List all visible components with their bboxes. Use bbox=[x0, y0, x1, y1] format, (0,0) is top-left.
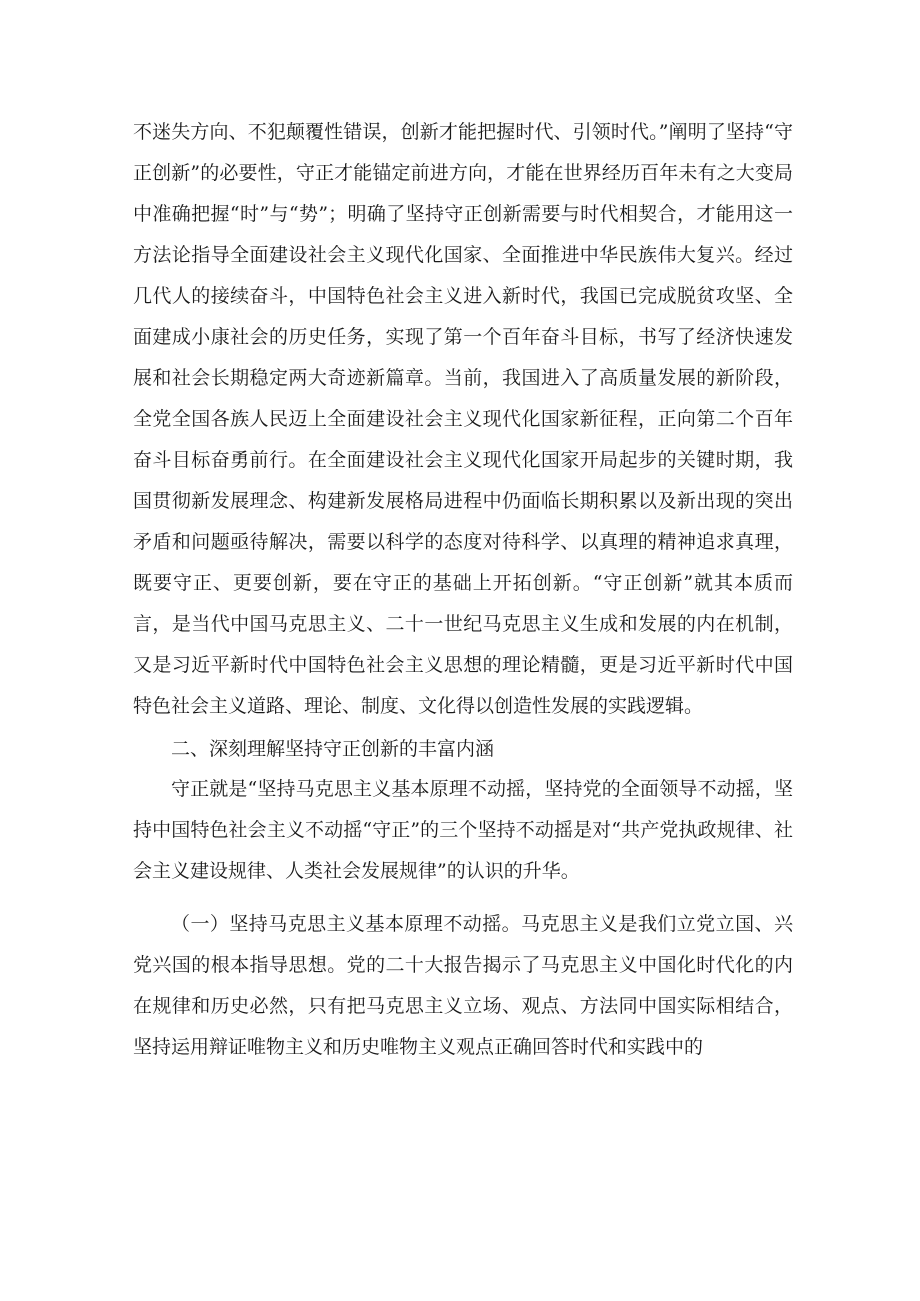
body-paragraph: 守正就是“坚持马克思主义基本原理不动摇，坚持党的全面领导不动摇，坚持中国特色社会主义不动摇“守正”的三个坚持不动摇是对“共产党执政规律、社会主义建设规律、人类社会发展规律”的认识的升华。 bbox=[133, 778, 793, 882]
document-page bbox=[133, 112, 793, 1068]
section-heading: 二、深刻理解坚持守正创新的丰富内涵 bbox=[171, 738, 495, 760]
body-paragraph: （一）坚持马克思主义基本原理不动摇。马克思主义是我们立党立国、兴党兴国的根本指导思想。党的二十大报告揭示了马克思主义中国化时代化的内在规律和历史必然，只有把马克思主义立场、观点、方法同中国实际相结合，坚持运用辩证唯物主义和历史唯物主义观点正确回答时代和实践中的 bbox=[133, 913, 793, 1058]
body-paragraph: 不迷失方向、不犯颠覆性错误，创新才能把握时代、引领时代。”阐明了坚持“守正创新”的必要性，守正才能锚定前进方向，才能在世界经历百年未有之大变局中准确把握“时”与“势”；明确了坚持守正创新需要与时代相契合，才能用这一方法论指导全面建设社会主义现代化国家、全面推进中华民族伟大复兴。经过几代人的接续奋斗，中国特色社会主义进入新时代，我国已完成脱贫攻坚、全面建成小康社会的历史任务，实现了第一个百年奋斗目标，书写了经济快速发展和社会长期稳定两大奇迹新篇章。当前，我国进入了高质量发展的新阶段，全党全国各族人民迈上全面建设社会主义现代化国家新征程，正向第二个百年奋斗目标奋勇前行。在全面建设社会主义现代化国家开局起步的关键时期，我国贯彻新发展理念、构建新发展格局进程中仍面临长期积累以及新出现的突出矛盾和问题亟待解决，需要以科学的态度对待科学、以真理的精神追求真理，既要守正、更要创新，要在守正的基础上开拓创新。“守正创新”就其本质而言，是当代中国马克思主义、二十一世纪马克思主义生成和发展的内在机制，又是习近平新时代中国特色社会主义思想的理论精髓，更是习近平新时代中国特色社会主义道路、理论、制度、文化得以创造性发展的实践逻辑。 bbox=[133, 121, 793, 717]
